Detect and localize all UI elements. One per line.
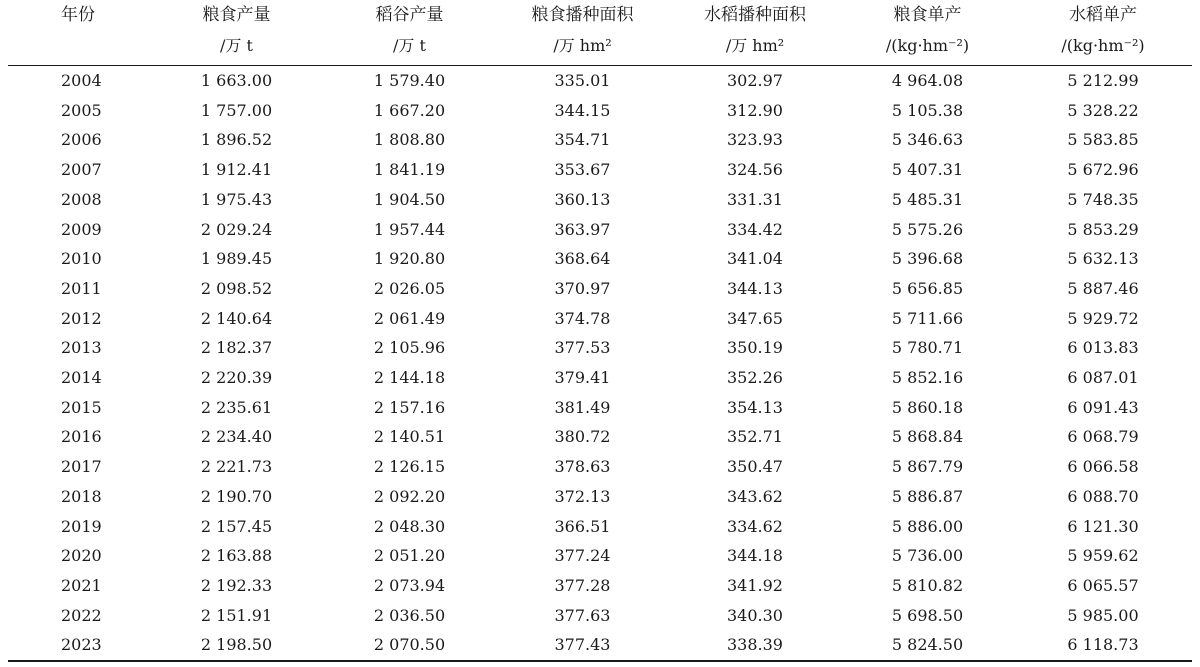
cell-year: 2018 [61,486,102,506]
table-row [8,274,1192,304]
cell-rice-yield: 6 068.79 [1067,427,1139,447]
cell-grain-yield: 5 810.82 [891,575,964,595]
cell-grain-yield: 5 780.71 [891,338,964,358]
table-row [8,541,1192,571]
cell-grain-area: 360.13 [554,189,611,209]
cell-year: 2012 [61,308,102,328]
cell-rice-output: 2 051.20 [373,546,446,566]
cell-rice-yield: 6 065.57 [1067,575,1139,595]
cell-grain-output: 2 163.88 [200,546,273,566]
cell-grain-output: 1 757.00 [200,100,273,120]
cell-rice-yield: 5 672.96 [1067,160,1139,180]
cell-year: 2008 [61,189,102,209]
cell-grain-area: 370.97 [554,278,611,298]
cell-grain-output: 2 029.24 [200,219,273,239]
cell-rice-area: 323.93 [727,130,783,150]
cell-grain-yield: 5 407.31 [891,160,964,180]
cell-rice-yield: 5 985.00 [1067,605,1139,625]
cell-grain-output: 2 140.64 [200,308,273,328]
cell-year: 2019 [61,516,102,536]
cell-rice-area: 302.97 [727,71,783,90]
cell-rice-area: 350.47 [727,457,783,477]
header-rice-area: 水稻播种面积 [704,5,806,25]
table-row [8,630,1192,661]
cell-grain-yield: 5 575.26 [891,219,964,239]
cell-year: 2016 [61,427,102,447]
cell-rice-output: 2 036.50 [373,605,446,625]
cell-grain-area: 354.71 [554,130,611,150]
cell-rice-output: 2 157.16 [373,397,446,417]
cell-grain-area: 381.49 [554,397,611,417]
cell-rice-output: 2 061.49 [373,308,446,328]
cell-rice-output: 2 026.05 [373,278,446,298]
cell-grain-yield: 5 886.00 [891,516,964,536]
cell-grain-yield: 5 852.16 [891,368,964,388]
cell-rice-yield: 5 328.22 [1067,100,1139,120]
cell-grain-output: 2 234.40 [200,427,273,447]
header-grain-output: 粮食产量 [202,5,271,25]
cell-grain-output: 1 912.41 [200,160,273,180]
table-row [8,215,1192,245]
cell-grain-output: 2 235.61 [200,397,273,417]
cell-rice-area: 334.42 [727,219,783,239]
cell-grain-yield: 5 860.18 [891,397,964,417]
header-rice-area-unit: /万 hm² [669,36,841,66]
cell-grain-yield: 5 868.84 [891,427,964,447]
table-row [8,393,1192,423]
header-rice-yield-unit: /(kg·hm⁻²) [1014,36,1192,66]
cell-year: 2021 [61,575,102,595]
cell-rice-output: 1 920.80 [373,249,446,269]
cell-grain-output: 2 192.33 [200,575,273,595]
cell-grain-output: 2 220.39 [200,368,273,388]
cell-grain-yield: 5 105.38 [891,100,964,120]
cell-rice-output: 2 070.50 [323,630,496,661]
cell-grain-yield: 5 824.50 [841,630,1014,661]
cell-grain-yield: 5 698.50 [891,605,964,625]
cell-year: 2020 [61,546,102,566]
cell-grain-area: 380.72 [554,427,611,447]
cell-rice-yield: 5 853.29 [1067,219,1139,239]
cell-grain-output: 2 151.91 [200,605,273,625]
cell-grain-output: 1 989.45 [200,249,273,269]
cell-rice-yield: 6 091.43 [1067,397,1139,417]
cell-grain-output: 1 896.52 [200,130,273,150]
cell-rice-output: 2 073.94 [373,575,446,595]
cell-grain-output: 2 190.70 [200,486,273,506]
cell-grain-yield: 5 485.31 [891,189,964,209]
cell-grain-area: 368.64 [554,249,611,269]
cell-rice-yield: 5 583.85 [1067,130,1139,150]
cell-rice-output: 2 105.96 [373,338,446,358]
cell-rice-area: 344.18 [727,546,783,566]
cell-rice-area: 340.30 [727,605,783,625]
cell-rice-yield: 6 066.58 [1067,457,1139,477]
cell-grain-output: 2 157.45 [200,516,273,536]
header-rice-yield: 水稻单产 [1069,5,1137,25]
cell-rice-area: 341.92 [727,575,783,595]
header-row-2 [8,36,1192,66]
cell-year: 2007 [61,160,102,180]
cell-year: 2014 [61,368,102,388]
header-grain-yield-unit: /(kg·hm⁻²) [841,36,1014,66]
table-header [8,0,1192,66]
table-row [8,333,1192,363]
cell-grain-area: 353.67 [554,160,611,180]
cell-rice-yield: 6 013.83 [1067,338,1139,358]
cell-grain-area: 366.51 [554,516,611,536]
cell-rice-output: 1 667.20 [373,100,446,120]
table-row [8,571,1192,601]
cell-grain-output: 1 975.43 [200,189,273,209]
cell-year: 2005 [61,100,102,120]
table-row [8,125,1192,155]
cell-rice-output: 2 126.15 [373,457,446,477]
cell-grain-area: 374.78 [554,308,611,328]
cell-grain-area: 378.63 [554,457,611,477]
cell-year: 2015 [61,397,102,417]
cell-rice-area: 350.19 [727,338,783,358]
cell-rice-yield: 6 087.01 [1067,368,1139,388]
table-row [8,452,1192,482]
cell-rice-output: 2 092.20 [373,486,446,506]
cell-grain-area: 377.28 [554,575,611,595]
cell-grain-yield: 5 736.00 [891,546,964,566]
cell-rice-area: 334.62 [727,516,783,536]
cell-rice-area: 324.56 [727,160,783,180]
cell-rice-yield: 6 121.30 [1067,516,1139,536]
cell-rice-output: 1 579.40 [373,71,446,90]
cell-rice-area: 344.13 [727,278,783,298]
cell-rice-output: 1 808.80 [373,130,446,150]
cell-year: 2006 [61,130,102,150]
cell-rice-area: 352.71 [727,427,783,447]
cell-year: 2010 [61,249,102,269]
cell-year: 2022 [61,605,102,625]
cell-year: 2009 [61,219,102,239]
header-rice-output: 稻谷产量 [375,5,444,25]
header-grain-yield: 粮食单产 [893,5,962,25]
cell-grain-yield: 5 867.79 [891,457,964,477]
header-grain-area: 粮食播种面积 [531,5,634,25]
header-row-1 [8,0,1192,36]
header-year: 年份 [61,5,95,25]
cell-grain-area: 377.24 [554,546,611,566]
cell-grain-yield: 4 964.08 [891,71,964,90]
table-row [8,96,1192,126]
table-row [8,66,1192,96]
cell-year: 2011 [61,278,102,298]
cell-rice-yield: 5 887.46 [1067,278,1139,298]
table-row [8,155,1192,185]
cell-rice-area: 352.26 [727,368,783,388]
cell-rice-yield: 5 212.99 [1067,71,1139,90]
header-grain-output-unit: /万 t [150,36,323,66]
cell-rice-yield: 5 632.13 [1067,249,1139,269]
cell-grain-output: 2 182.37 [200,338,273,358]
cell-grain-yield: 5 656.85 [891,278,964,298]
cell-grain-area: 363.97 [554,219,611,239]
cell-grain-output: 1 663.00 [200,71,273,90]
cell-rice-yield: 6 118.73 [1014,630,1192,661]
cell-rice-output: 1 957.44 [373,219,446,239]
cell-rice-output: 2 140.51 [373,427,446,447]
table-row [8,304,1192,334]
cell-grain-output: 2 221.73 [200,457,273,477]
header-grain-area-unit: /万 hm² [496,36,669,66]
table-row [8,363,1192,393]
cell-grain-yield: 5 711.66 [891,308,964,328]
cell-year: 2004 [61,71,102,90]
cell-year: 2023 [8,630,150,661]
cell-year: 2013 [61,338,102,358]
cell-rice-yield: 6 088.70 [1067,486,1139,506]
cell-rice-yield: 5 748.35 [1067,189,1139,209]
cell-rice-area: 343.62 [727,486,783,506]
table-body [8,66,1192,662]
cell-rice-yield: 5 929.72 [1067,308,1139,328]
header-rice-output-unit: /万 t [323,36,496,66]
cell-rice-area: 341.04 [727,249,783,269]
table-row [8,244,1192,274]
data-table-container [8,0,1192,662]
cell-grain-area: 377.43 [496,630,669,661]
header-year-unit [8,36,150,66]
cell-grain-yield: 5 886.87 [891,486,964,506]
cell-grain-area: 377.63 [554,605,611,625]
cell-grain-yield: 5 346.63 [891,130,964,150]
cell-grain-output: 2 098.52 [200,278,273,298]
table-row [8,422,1192,452]
cell-grain-area: 379.41 [554,368,611,388]
cell-rice-yield: 5 959.62 [1067,546,1139,566]
cell-rice-area: 338.39 [669,630,841,661]
cell-rice-area: 354.13 [727,397,783,417]
cell-grain-area: 335.01 [554,71,611,90]
cell-grain-output: 2 198.50 [150,630,323,661]
cell-year: 2017 [61,457,102,477]
cell-rice-output: 2 048.30 [373,516,446,536]
cell-grain-area: 377.53 [554,338,611,358]
cell-rice-area: 331.31 [727,189,783,209]
cell-grain-area: 344.15 [554,100,611,120]
cell-rice-output: 1 904.50 [373,189,446,209]
table-row [8,601,1192,631]
cell-rice-area: 347.65 [727,308,783,328]
cell-grain-yield: 5 396.68 [891,249,964,269]
table-row [8,512,1192,542]
cell-rice-output: 1 841.19 [373,160,446,180]
grain-rice-statistics-table [8,0,1192,662]
table-row [8,482,1192,512]
cell-rice-area: 312.90 [727,100,783,120]
table-row [8,185,1192,215]
cell-grain-area: 372.13 [554,486,611,506]
cell-rice-output: 2 144.18 [373,368,446,388]
